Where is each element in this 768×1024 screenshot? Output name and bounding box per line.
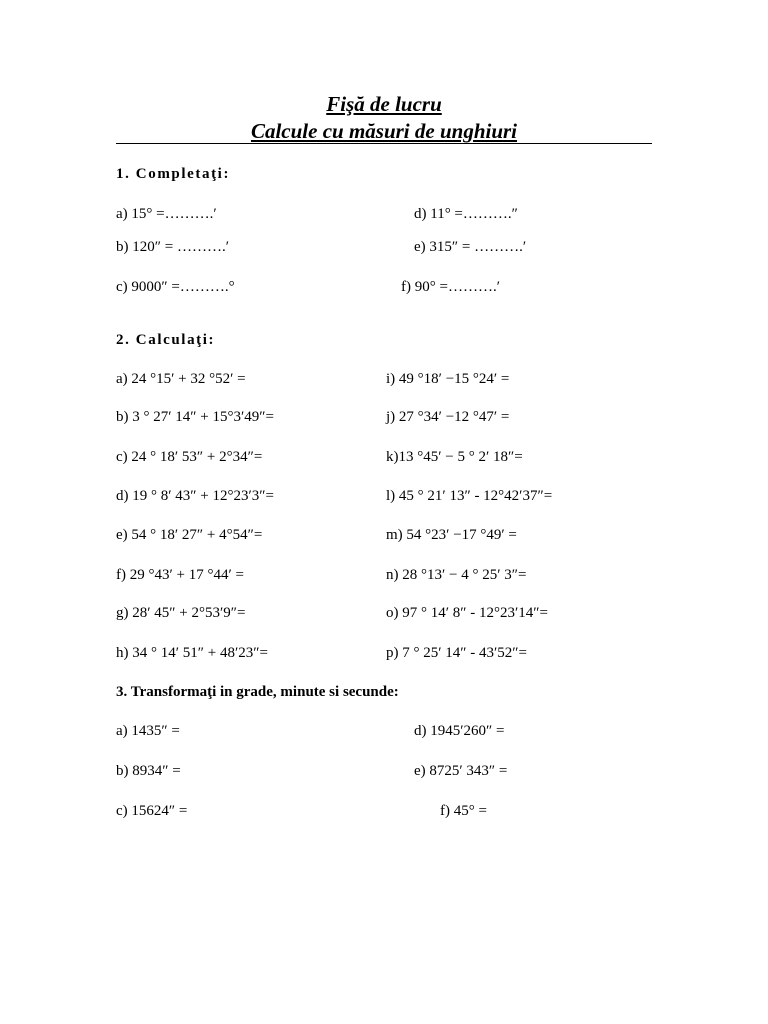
exercise-2g: g) 28′ 45″ + 2°53′9″= bbox=[116, 605, 246, 621]
exercise-2b: b) 3 ° 27′ 14″ + 15°3′49″= bbox=[116, 409, 274, 425]
exercise-2o: o) 97 ° 14′ 8″ - 12°23′14″= bbox=[386, 605, 549, 621]
exercise-2n: n) 28 °13′ − 4 ° 25′ 3″= bbox=[386, 567, 527, 583]
exercise-1f: f) 90° =……….′ bbox=[401, 279, 500, 295]
section-2-heading: 2. Calculaţi: bbox=[116, 332, 216, 348]
exercise-3f: f) 45° = bbox=[440, 803, 487, 819]
exercise-3e: e) 8725′ 343″ = bbox=[414, 763, 508, 779]
exercise-1b: b) 120″ = ……….′ bbox=[116, 239, 229, 255]
exercise-1e: e) 315″ = ……….′ bbox=[414, 239, 527, 255]
exercise-2a: a) 24 °15′ + 32 °52′ = bbox=[116, 371, 246, 387]
exercise-2j: j) 27 °34′ −12 °47′ = bbox=[386, 409, 510, 425]
exercise-2c: c) 24 ° 18′ 53″ + 2°34″= bbox=[116, 449, 263, 465]
exercise-2p: p) 7 ° 25′ 14″ - 43′52″= bbox=[386, 645, 528, 661]
worksheet-subtitle: Calcule cu măsuri de unghiuri bbox=[250, 119, 518, 143]
exercise-2h: h) 34 ° 14′ 51″ + 48′23″= bbox=[116, 645, 268, 661]
exercise-1d: d) 11° =……….″ bbox=[414, 206, 518, 222]
exercise-2d: d) 19 ° 8′ 43″ + 12°23′3″= bbox=[116, 488, 274, 504]
exercise-1a: a) 15° =……….′ bbox=[116, 206, 217, 222]
exercise-2e: e) 54 ° 18′ 27″ + 4°54″= bbox=[116, 527, 263, 543]
exercise-2m: m) 54 °23′ −17 °49′ = bbox=[386, 527, 517, 543]
exercise-2k: k)13 °45′ − 5 ° 2′ 18″= bbox=[386, 449, 523, 465]
exercise-3c: c) 15624″ = bbox=[116, 803, 188, 819]
exercise-1c: c) 9000″ =……….° bbox=[116, 279, 235, 295]
exercise-3a: a) 1435″ = bbox=[116, 723, 180, 739]
exercise-3b: b) 8934″ = bbox=[116, 763, 181, 779]
worksheet-title: Fişă de lucru bbox=[326, 92, 442, 116]
exercise-2i: i) 49 °18′ −15 °24′ = bbox=[386, 371, 510, 387]
exercise-2l: l) 45 ° 21′ 13″ - 12°42′37″= bbox=[386, 488, 553, 504]
exercise-3d: d) 1945′260″ = bbox=[414, 723, 505, 739]
exercise-2f: f) 29 °43′ + 17 °44′ = bbox=[116, 567, 244, 583]
title-rule bbox=[116, 143, 652, 144]
section-3-heading: 3. Transformaţi in grade, minute si secunde: bbox=[116, 684, 399, 700]
section-1-heading: 1. Completaţi: bbox=[116, 166, 231, 182]
